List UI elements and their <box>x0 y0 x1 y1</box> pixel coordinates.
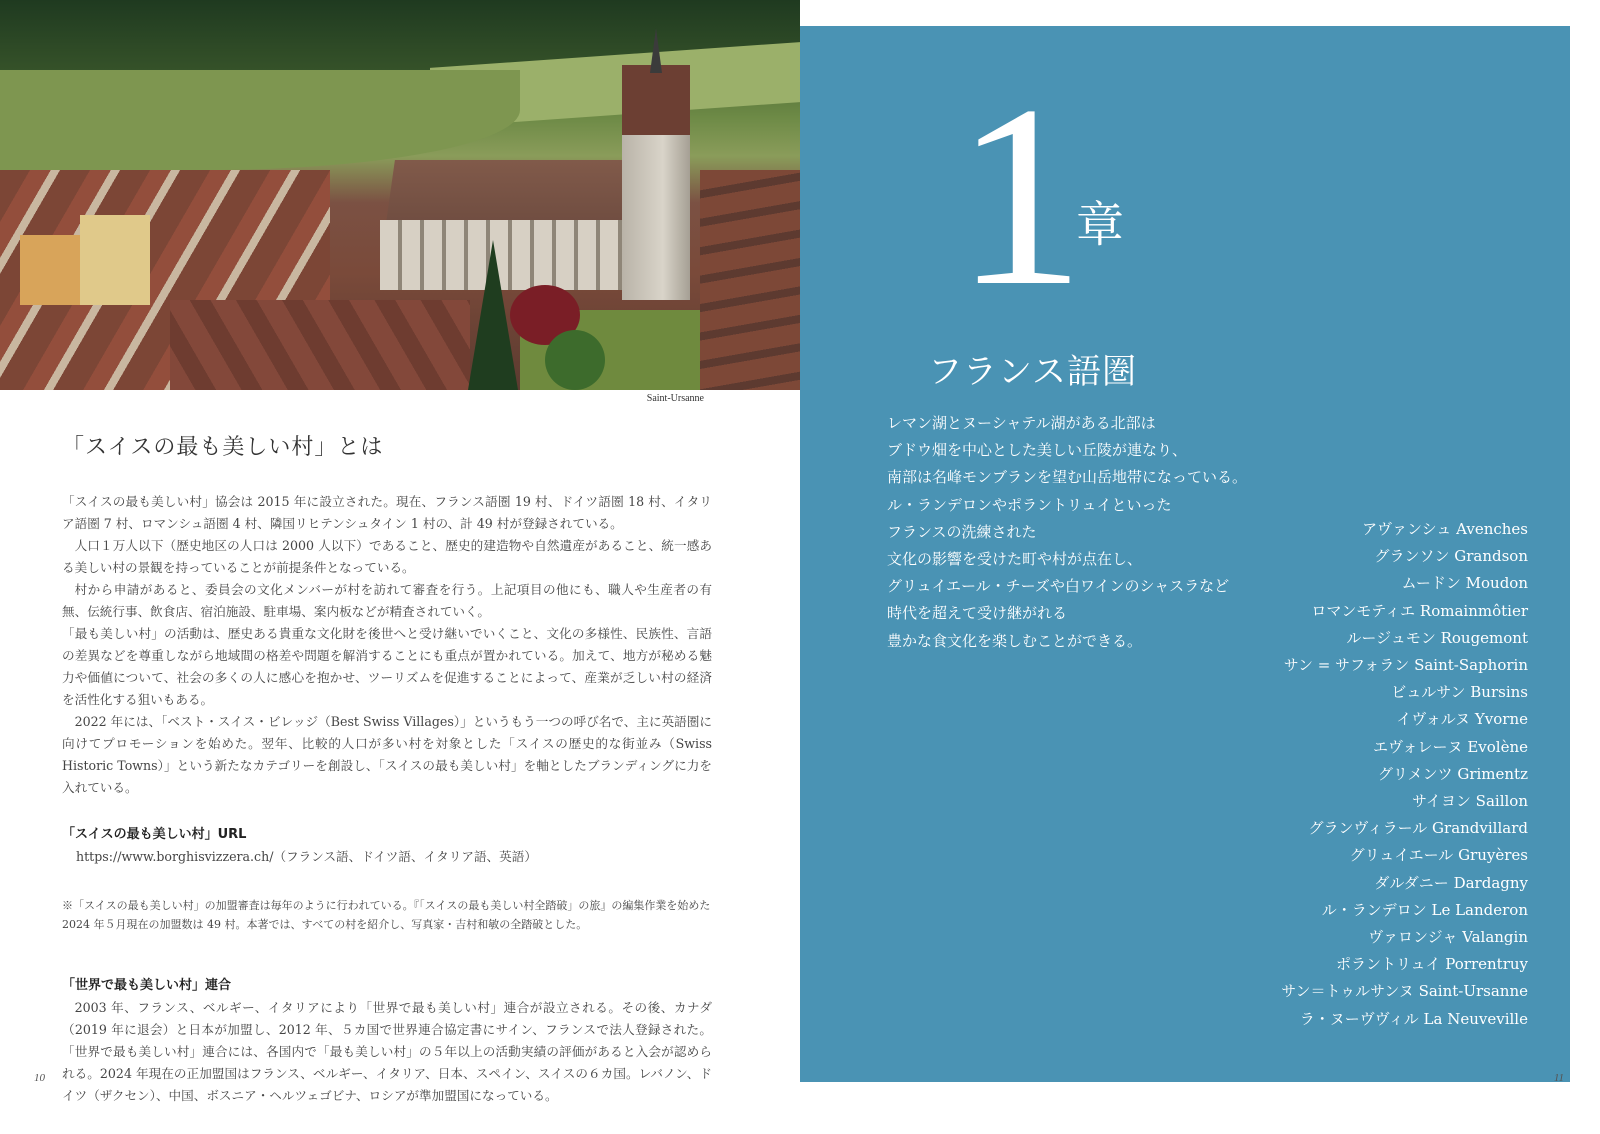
village-item: グリメンツ Grimentz <box>1377 764 1528 783</box>
paragraph: 「最も美しい村」の活動は、歴史ある貴重な文化財を後世へと受け継いでいくこと、文化の多様性、民族性、言語の差異などを尊重しながら地域間の格差や問題を解消することにも重点が置かれている。加えて、地方が秘める魅力や価値について、社会の多くの人に感心を抱かせ、ツーリズムを促進することによって、産業が乏しい村の経済を活性化する狙いもある。 <box>62 626 712 707</box>
intro-line: フランスの洗練された <box>887 522 1037 541</box>
federation-paragraph: 2003 年、フランス、ベルギー、イタリアにより「世界で最も美しい村」連合が設立される。その後、カナダ（2019 年に退会）と日本が加盟し、2012 年、５カ国で世界連合協定書にサイン、フランスで法人登録された。「世界で最も美しい村」連合には、各国内で「最も美しい村」の５年以上の活動実績の評価があると入会が認められる。2024 年現在の正加盟国はフランス、ベルギー、イタリア、日本、スペイン、スイスの６カ国。レバノン、ドイツ（ザクセン）、中国、ボスニア・ヘルツェゴビナ、ロシアが準加盟国になっている。 <box>62 1000 712 1103</box>
intro-line: ブドウ畑を中心とした美しい丘陵が連なり、 <box>887 441 1188 460</box>
url-heading: 「スイスの最も美しい村」URL <box>62 827 247 842</box>
village-item: ダルダニー Dardagny <box>1374 873 1528 892</box>
village-item: ルージュモン Rougemont <box>1346 628 1528 647</box>
paragraph: 「スイスの最も美しい村」協会は 2015 年に設立された。現在、フランス語圏 19 村、ドイツ語圏 18 村、イタリア語圏 7 村、ロマンシュ語圏 4 村、隣国リヒテンシュタイン 1 村の、計 49 村が登録されている。 <box>62 494 712 531</box>
article <box>62 430 712 1107</box>
village-item: ロマンモティエ Romainmôtier <box>1311 601 1528 620</box>
village-item: グランヴィラール Grandvillard <box>1308 819 1528 838</box>
paragraph: 2022 年には、「ベスト・スイス・ビレッジ（Best Swiss Villages）」というもう一つの呼び名で、主に英語圏に向けてプロモーションを始めた。翌年、比較的人口が多い村を対象とした「スイスの歴史的な街並み（Swiss Historic Towns）」という新たなカテゴリーを創設し、「スイスの最も美しい村」を軸としたブランディングに力を入れている。 <box>62 714 712 795</box>
village-item: サン = サフォラン Saint-Saphorin <box>1283 656 1528 675</box>
chapter-label: 章 <box>1076 197 1125 253</box>
village-item: ヴァロンジャ Valangin <box>1368 928 1528 947</box>
village-list <box>1281 516 1528 1033</box>
village-item: サイヨン Saillon <box>1411 792 1528 811</box>
intro-line: 南部は名峰モンブランを望む山岳地帯になっている。 <box>887 468 1248 487</box>
page-number: 10 <box>34 1072 45 1084</box>
page-number: 11 <box>1553 1072 1564 1084</box>
intro-line: レマン湖とヌーシャテル湖がある北部は <box>887 414 1156 432</box>
saint-ursanne-photo <box>0 0 800 390</box>
chapter-title: フランス語圏 <box>928 352 1137 392</box>
url-link[interactable]: https://www.borghisvizzera.ch/（フランス語、ドイツ語、イタリア語、英語） <box>76 849 537 864</box>
intro-line: グリュイエール・チーズや白ワインのシャスラなど <box>887 577 1230 596</box>
village-item: エヴォレーヌ Evolène <box>1373 737 1528 756</box>
paragraph: 村から申請があると、委員会の文化メンバーが村を訪れて審査を行う。上記項目の他にも、職人や生産者の有無、伝統行事、飲食店、宿泊施設、駐車場、案内板などが精査されていく。 <box>62 582 712 619</box>
photo-caption: Saint-Ursanne <box>646 393 704 404</box>
village-item: ポラントリュイ Porrentruy <box>1335 955 1528 974</box>
federation-heading: 「世界で最も美しい村」連合 <box>62 978 232 993</box>
chapter-intro <box>887 410 1307 655</box>
right-page <box>800 0 1600 1134</box>
village-item: アヴァンシュ Avenches <box>1362 520 1528 538</box>
village-item: イヴォルヌ Yvorne <box>1396 710 1528 729</box>
village-item: グリュイエール Gruyères <box>1349 846 1528 865</box>
village-item: ビュルサン Bursins <box>1391 683 1528 702</box>
village-item: グランソン Grandson <box>1374 547 1528 566</box>
intro-line: 文化の影響を受けた町や村が点在し、 <box>887 550 1143 569</box>
footnote: ※「スイスの最も美しい村」の加盟審査は毎年のように行われている。『「スイスの最も美しい村全踏破」の旅』の編集作業を始めた 2024 年５月現在の加盟数は 49 村。本著では、すべての村を紹介し、写真家・吉村和敏の全踏破とした。 <box>62 899 711 931</box>
village-item: ラ・ヌーヴヴィル La Neuveville <box>1299 1009 1528 1028</box>
intro-line: 時代を超えて受け継がれる <box>887 604 1068 623</box>
paragraph: 人口１万人以下（歴史地区の人口は 2000 人以下）であること、歴史的建造物や自然遺産があること、統一感ある美しい村の景観を持っていることが前提条件となっている。 <box>62 538 712 575</box>
village-item: ル・ランデロン Le Landeron <box>1321 900 1528 919</box>
chapter-number: 1 <box>955 52 1085 340</box>
article-title: 「スイスの最も美しい村」とは <box>62 435 384 460</box>
intro-line: 豊かな食文化を楽しむことができる。 <box>887 631 1143 650</box>
village-item: サン＝トゥルサンヌ Saint-Ursanne <box>1281 982 1528 1001</box>
intro-line: ル・ランデロンやポラントリュイといった <box>887 495 1172 514</box>
village-item: ムードン Moudon <box>1401 574 1528 593</box>
chapter-panel <box>800 26 1570 1082</box>
